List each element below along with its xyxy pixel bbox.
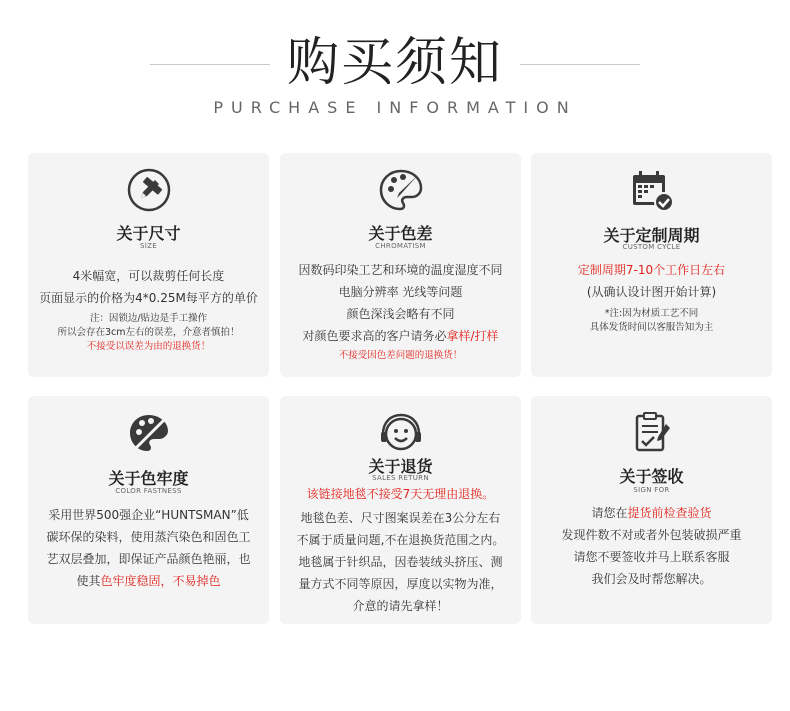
card-title: 关于定制周期	[603, 226, 700, 245]
card-note: 所以会存在3cm左右的误差，介意者慎拍！	[57, 327, 240, 338]
card-line: 因数码印染工艺和环境的温度湿度不同	[298, 263, 503, 277]
calendar-check-icon	[629, 167, 675, 213]
card-line: (从确认设计图开始计算)	[586, 285, 717, 299]
card-body	[34, 265, 263, 354]
clipboard-check-icon	[629, 410, 675, 456]
card-line: 介意的请先拿样！	[352, 599, 449, 613]
card-line: 4米幅宽，可以裁剪任何长度	[72, 269, 225, 283]
card-body	[34, 504, 263, 592]
card-highlight: 色牢度稳固，不易掉色	[100, 574, 221, 588]
page-header	[0, 0, 790, 140]
card-body	[286, 483, 515, 617]
card-line: 地毯属于针织品，因卷装绒头挤压、测	[298, 555, 503, 569]
headset-smile-icon	[378, 410, 424, 456]
card-note: *注:因为材质工艺不同	[604, 308, 699, 319]
palette-slash-icon	[126, 410, 172, 456]
card-subtitle: COLOR FASTNESS	[115, 487, 182, 495]
card-note: 具体发货时间以客服告知为主	[589, 322, 714, 333]
card-line: 我们会及时帮您解决。	[591, 572, 712, 586]
card-line: 地毯色差、尺寸图案误差在3公分左右	[300, 511, 501, 525]
pencil-ruler-icon	[126, 167, 172, 213]
card-line-text: 对颜色要求高的客户请务必	[302, 329, 447, 343]
card-sales-return	[280, 396, 521, 624]
card-size	[28, 153, 269, 377]
card-custom-cycle	[531, 153, 772, 377]
card-line	[537, 502, 766, 524]
card-line: 艺双层叠加，即保证产品颜色艳丽，也	[46, 552, 251, 566]
card-line: 碳环保的染料，使用蒸汽染色和固色工	[46, 530, 251, 544]
card-body	[537, 259, 766, 335]
card-highlight: 定制周期7-10个工作日左右	[577, 263, 726, 277]
card-highlight: 拿样/打样	[446, 329, 499, 343]
card-subtitle: SALES RETURN	[372, 474, 429, 482]
card-line-text: 使其	[76, 574, 101, 588]
card-line: 电脑分辨率 光线等问题	[338, 285, 463, 299]
card-line: 不属于质量问题,不在退换货范围之内。	[296, 533, 505, 547]
card-subtitle: CUSTOM CYCLE	[622, 243, 681, 251]
card-chromatism	[280, 153, 521, 377]
card-warning: 不接受以误差为由的退换货！	[86, 341, 211, 352]
card-note: 注：因锁边/贴边是手工操作	[89, 313, 208, 324]
card-title: 关于签收	[619, 467, 684, 486]
card-highlight: 该链接地毯不接受7天无理由退换。	[306, 487, 495, 501]
card-line: 量方式不同等原因，厚度以实物为准，	[298, 577, 503, 591]
card-line: 请您不要签收并马上联系客服	[573, 550, 730, 564]
card-subtitle: SIGN FOR	[633, 486, 670, 494]
card-title: 关于色差	[368, 224, 433, 243]
card-title: 关于退货	[368, 457, 433, 476]
card-title: 关于尺寸	[116, 224, 181, 243]
card-body	[286, 259, 515, 363]
title-divider-right	[520, 64, 640, 65]
card-line	[34, 570, 263, 592]
card-warning: 不接受因色差问题的退换货！	[338, 350, 463, 361]
card-subtitle: CHROMATISM	[375, 242, 426, 250]
card-line: 页面显示的价格为4*0.25M每平方的单价	[39, 291, 258, 305]
page-subtitle: PURCHASE INFORMATION	[213, 98, 577, 117]
card-line	[286, 325, 515, 347]
card-highlight: 提货前检查验货	[627, 506, 712, 520]
card-title: 关于色牢度	[108, 469, 189, 488]
page-title: 购买须知	[286, 33, 503, 93]
card-subtitle: SIZE	[140, 242, 157, 250]
palette-icon	[378, 167, 424, 213]
card-body	[537, 502, 766, 590]
card-color-fastness	[28, 396, 269, 624]
card-line-text: 请您在	[591, 506, 628, 520]
card-line: 颜色深浅会略有不同	[346, 307, 455, 321]
card-line: 发现件数不对或者外包装破损严重	[561, 528, 742, 542]
card-line: 采用世界500强企业“HUNTSMAN”低	[48, 508, 249, 522]
card-sign-for	[531, 396, 772, 624]
